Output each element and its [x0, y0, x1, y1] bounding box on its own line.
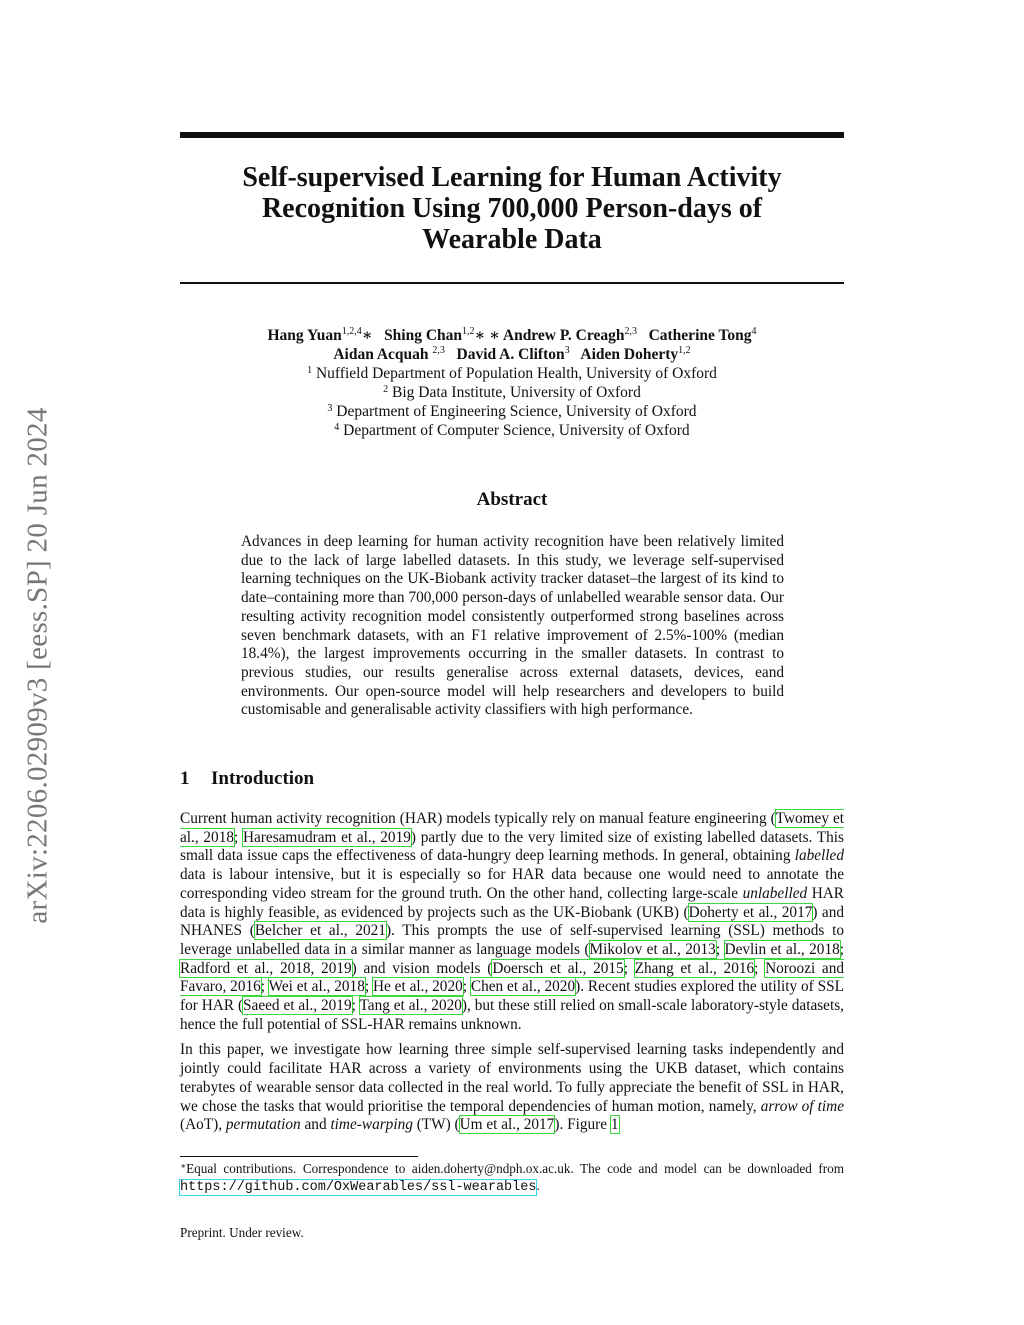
- arxiv-identifier: [10, 350, 66, 980]
- abstract-text: Advances in deep learning for human activity recognition have been relatively limited due to the lack of large labelled datasets. In this study, we leverage self-supervised learning techniques on the UK-Biobank activity tracker dataset–the largest of its kind to date–containing more than 700,000 person-days of unlabelled wearable sensor data. Our resulting activity recognition model consistently outperformed strong baselines across seven benchmark datasets, with an F1 relative improvement of 2.5%-100% (median 18.4%), the largest improvements occurring in the smaller datasets. In contrast to previous studies, our results generalise across external datasets, devices, eand environments. Our open-source model will help researchers and developers to build customisable and generalisable activity classifiers with high performance.: [241, 533, 784, 719]
- emphasis-text: unlabelled: [742, 884, 808, 902]
- affiliation-text: Department of Engineering Science, University of Oxford: [336, 403, 697, 420]
- code-repo-link[interactable]: https://github.com/OxWearables/ssl-wearables: [180, 1180, 537, 1195]
- text-run: ;: [260, 978, 269, 996]
- title-line: Wearable Data: [422, 224, 602, 255]
- text-run: ;: [351, 997, 360, 1015]
- text-run: ) and NHANES (: [180, 903, 845, 940]
- author-name: Aiden Doherty: [580, 346, 679, 363]
- affiliation-text: Department of Computer Science, University of Oxford: [343, 422, 690, 439]
- author-name: Shing Chan: [384, 327, 463, 344]
- citation-link[interactable]: Haresamudram et al., 2019: [242, 828, 411, 846]
- footnote-text: Equal contributions. Correspondence to aiden.doherty@ndph.ox.ac.uk. The code and model can be downloaded from: [186, 1161, 844, 1176]
- text-run: ;: [839, 940, 844, 958]
- footnote-rule: [180, 1156, 418, 1157]
- title-line: Recognition Using 700,000 Person-days of: [261, 193, 763, 224]
- footnote: [180, 1160, 844, 1196]
- author-affil-sup: 1,2,4: [341, 326, 362, 337]
- citation-link[interactable]: Devlin et al., 2018: [724, 940, 840, 958]
- text-run: ) and vision models (: [351, 959, 493, 977]
- text-run: and: [300, 1116, 331, 1134]
- author-affil-sup: 2,3: [624, 326, 637, 337]
- affiliation-text: Nuffield Department of Population Health, University of Oxford: [315, 365, 717, 382]
- abstract-heading: Abstract: [476, 489, 548, 510]
- title-line: Self-supervised Learning for Human Activity: [242, 162, 782, 193]
- affiliation: [180, 364, 844, 383]
- equal-contrib-mark: ∗ ∗: [474, 327, 500, 344]
- citation-link[interactable]: Chen et al., 2020: [470, 978, 576, 996]
- paragraph: [180, 1041, 844, 1135]
- text-run: ). This prompts the use of self-supervised learning (SSL) methods to leverage unlabelled data in a similar manner as language models (: [180, 922, 844, 958]
- text-run: ;: [462, 978, 471, 996]
- citation-link[interactable]: Doersch et al., 2015: [492, 959, 624, 977]
- equal-contrib-mark: ∗: [361, 327, 373, 344]
- paper-title: [180, 162, 844, 255]
- text-run: ) partly due to the very limited size of existing labelled datasets. This small data issue caps the effectiveness of data-hungry deep learning methods. In general, obtaining: [180, 828, 844, 865]
- author-affil-sup: 1,2: [678, 345, 691, 356]
- emphasis-text: arrow of time: [760, 1097, 844, 1115]
- citation-link[interactable]: Saeed et al., 2019: [243, 997, 352, 1015]
- affiliation-text: Big Data Institute, University of Oxford: [392, 384, 641, 401]
- text-run: (TW) (: [412, 1116, 460, 1134]
- footnote-end: .: [536, 1178, 540, 1193]
- affiliation: [180, 383, 844, 402]
- introduction-body: [180, 810, 844, 1142]
- author-affil-sup: 3: [564, 345, 570, 356]
- text-run: ), but these still relied on small-scale laboratory-style datasets, hence the full potential of SSL-HAR remains unknown.: [180, 997, 844, 1033]
- author-name: David A. Clifton: [456, 346, 565, 363]
- author-affil-sup: 1,2: [462, 326, 475, 337]
- citation-link[interactable]: Tang et al., 2020: [359, 997, 462, 1015]
- citation-link[interactable]: Wei et al., 2018: [268, 978, 365, 996]
- section-title: Introduction: [211, 768, 315, 789]
- emphasis-text: permutation: [225, 1116, 301, 1134]
- author-affil-sup: 4: [751, 326, 757, 337]
- emphasis-text: labelled: [794, 847, 844, 865]
- citation-link[interactable]: Mikolov et al., 2013: [589, 940, 716, 958]
- author-line: [180, 326, 844, 345]
- citation-link[interactable]: Doherty et al., 2017: [688, 903, 813, 921]
- affiliation-number: 4: [334, 422, 340, 433]
- text-run: (AoT),: [180, 1116, 226, 1134]
- text-run: HAR data is highly feasible, as evidenced by projects such as the UK-Biobank (UKB) (: [180, 884, 844, 921]
- arxiv-id-text: arXiv:2206.02909v3 [eess.SP] 20 Jun 2024: [21, 406, 54, 924]
- footnote-mark: ∗: [180, 1161, 187, 1171]
- text-run: data is labour intensive, but it is especially so for HAR data because one would need to annotate the corresponding video stream for the ground truth. On the other hand, collecting large-scale: [180, 866, 844, 902]
- section-heading: [180, 768, 314, 790]
- citation-link[interactable]: Belcher et al., 2021: [254, 922, 386, 940]
- preprint-note: Preprint. Under review.: [180, 1225, 304, 1240]
- text-run: Current human activity recognition (HAR) models typically rely on manual feature engineering (: [180, 810, 776, 827]
- text-run: ). Recent studies explored the utility of SSL for HAR (: [180, 978, 844, 1015]
- affiliation-number: 1: [307, 365, 313, 376]
- author-affil-sup: 2,3: [432, 345, 445, 356]
- text-run: ;: [623, 959, 635, 977]
- author-line: [180, 345, 844, 364]
- citation-link[interactable]: Um et al., 2017: [459, 1116, 555, 1134]
- title-top-rule: [180, 132, 844, 138]
- text-run: ). Figure: [554, 1116, 611, 1134]
- title-bottom-rule: [180, 282, 844, 284]
- citation-link[interactable]: Zhang et al., 2016: [634, 959, 755, 977]
- citation-link[interactable]: Noroozi and Favaro, 2016: [180, 959, 845, 996]
- text-run: ;: [754, 959, 766, 977]
- author-name: Andrew P. Creagh: [502, 327, 625, 344]
- section-number: 1: [180, 768, 190, 789]
- author-name: Aidan Acquah: [333, 346, 429, 363]
- author-name: Hang Yuan: [267, 327, 342, 344]
- emphasis-text: time-warping: [330, 1116, 413, 1134]
- paragraph: [180, 810, 844, 1034]
- text-run: ;: [234, 828, 243, 846]
- text-run: ;: [364, 978, 373, 996]
- affiliation: [180, 402, 844, 421]
- citation-link[interactable]: Twomey et al., 2018: [180, 810, 844, 846]
- affiliation-number: 2: [383, 384, 389, 395]
- author-block: [180, 326, 844, 440]
- citation-link[interactable]: Radford et al., 2018, 2019: [180, 959, 352, 977]
- text-run: ;: [715, 940, 725, 958]
- affiliation-number: 3: [327, 403, 333, 414]
- text-run: In this paper, we investigate how learning three simple self-supervised learning tasks independently and jointly could facilitate HAR across a variety of environments using the UKB dataset, which contains terabytes of wearable sensor data collected in the real world. To fully appreciate the benefit of SSL in HAR, we chose the tasks that would prioritise the temporal dependencies of human motion, namely,: [180, 1041, 844, 1115]
- author-name: Catherine Tong: [648, 327, 752, 344]
- figure-reference-link[interactable]: 1: [610, 1116, 619, 1134]
- citation-link[interactable]: He et al., 2020: [372, 978, 463, 996]
- affiliation: [180, 421, 844, 440]
